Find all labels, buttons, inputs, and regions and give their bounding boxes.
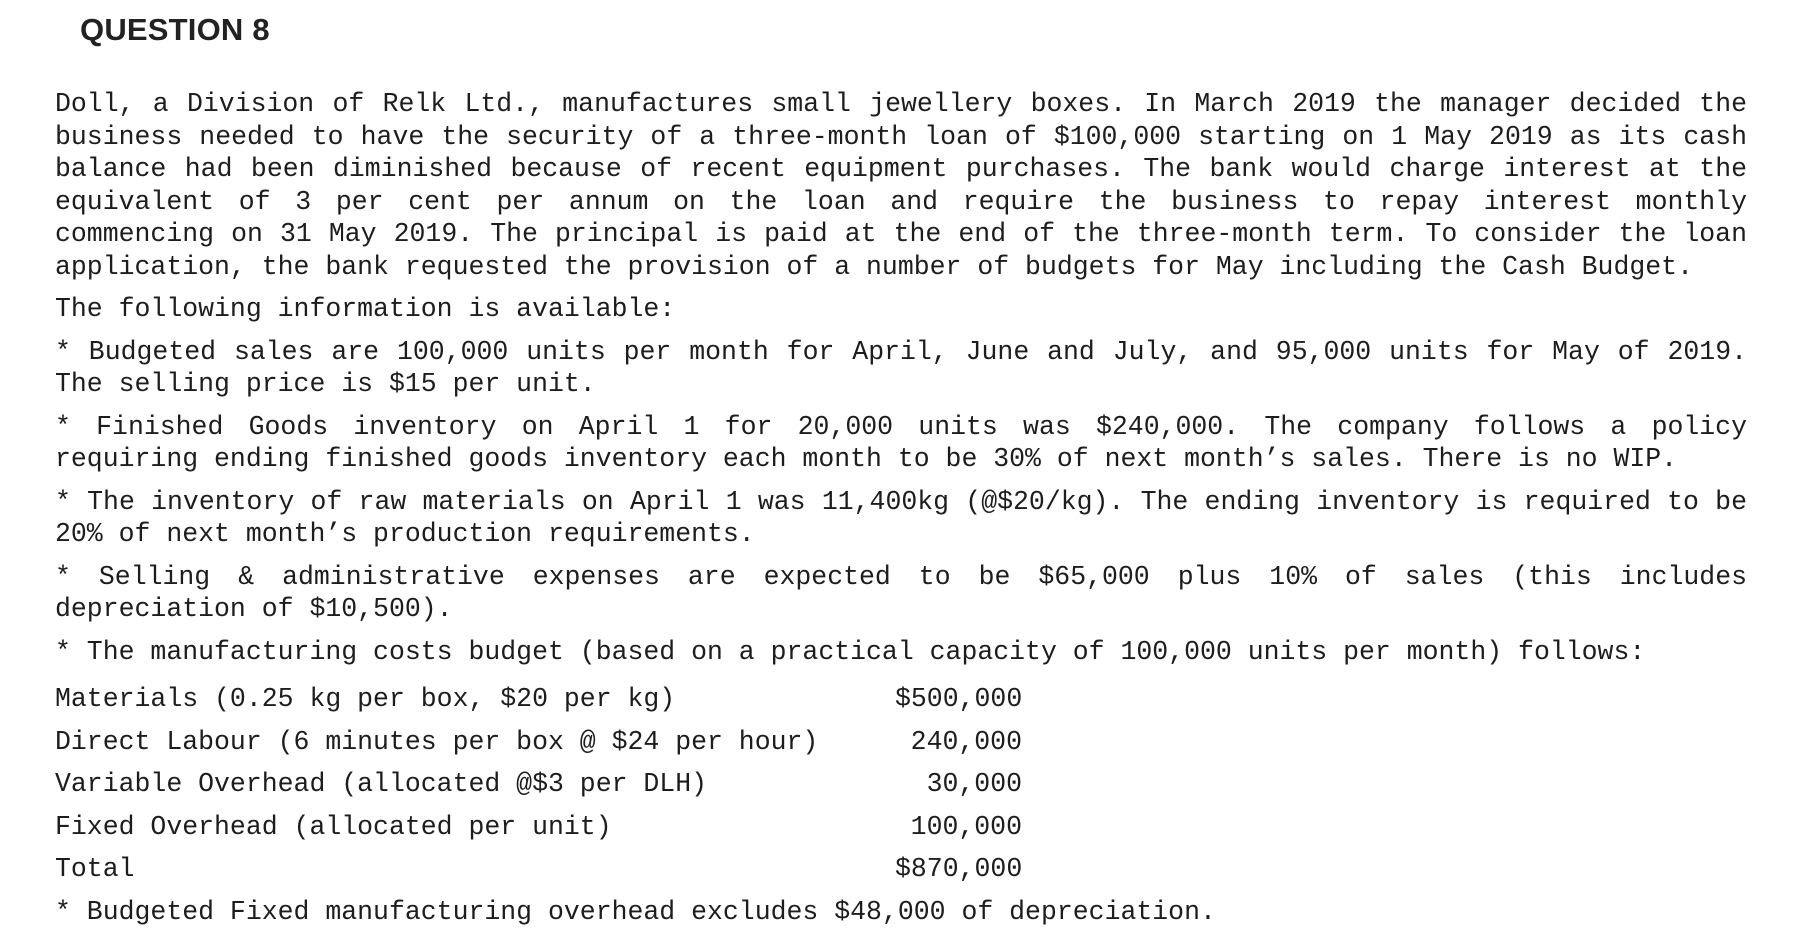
cost-amount: 240,000 bbox=[895, 721, 1022, 764]
cost-amount: $500,000 bbox=[895, 678, 1022, 721]
bullet-manufacturing-costs: * The manufacturing costs budget (based on a practical capacity of 100,000 units per month) follows: bbox=[55, 636, 1747, 669]
cost-row-variable-overhead bbox=[55, 763, 1747, 806]
question-body bbox=[55, 88, 1747, 933]
cost-row-fixed-overhead bbox=[55, 806, 1747, 849]
cost-amount: 30,000 bbox=[895, 763, 1022, 806]
cost-row-total bbox=[55, 848, 1747, 891]
cost-label: Variable Overhead (allocated @$3 per DLH) bbox=[55, 763, 895, 806]
question-title: QUESTION 8 bbox=[80, 12, 270, 48]
manufacturing-cost-table bbox=[55, 678, 1747, 891]
bullet-selling-admin: * Selling & administrative expenses are expected to be $65,000 plus 10% of sales (this includes depreciation of $10,500). bbox=[55, 561, 1747, 626]
info-lead: The following information is available: bbox=[55, 293, 1747, 326]
bullet-sales: * Budgeted sales are 100,000 units per month for April, June and July, and 95,000 units for May of 2019. The selling price is $15 per unit. bbox=[55, 336, 1747, 401]
intro-paragraph: Doll, a Division of Relk Ltd., manufactures small jewellery boxes. In March 2019 the manager decided the business needed to have the security of a three-month loan of $100,000 starting on 1 May 2019 as its cash balance had been diminished because of recent equipment purchases. The bank would charge interest at the equivalent of 3 per cent per annum on the loan and require the business to repay interest monthly commencing on 31 May 2019. The principal is paid at the end of the three-month term. To consider the loan application, the bank requested the provision of a number of budgets for May including the Cash Budget. bbox=[55, 88, 1747, 283]
cost-label: Materials (0.25 kg per box, $20 per kg) bbox=[55, 678, 895, 721]
cost-row-materials bbox=[55, 678, 1747, 721]
bullet-finished-goods: * Finished Goods inventory on April 1 for 20,000 units was $240,000. The company follows a policy requiring ending finished goods inventory each month to be 30% of next month’s sales. There is no WIP. bbox=[55, 411, 1747, 476]
cost-label: Fixed Overhead (allocated per unit) bbox=[55, 806, 895, 849]
cost-label: Direct Labour (6 minutes per box @ $24 per hour) bbox=[55, 721, 895, 764]
bullet-raw-materials: * The inventory of raw materials on April 1 was 11,400kg (@$20/kg). The ending inventory is required to be 20% of next month’s production requirements. bbox=[55, 486, 1747, 551]
cost-amount: 100,000 bbox=[895, 806, 1022, 849]
cost-label: Total bbox=[55, 848, 895, 891]
cost-amount: $870,000 bbox=[895, 848, 1022, 891]
cost-row-direct-labour bbox=[55, 721, 1747, 764]
depreciation-footnote: * Budgeted Fixed manufacturing overhead excludes $48,000 of depreciation. bbox=[55, 891, 1747, 933]
